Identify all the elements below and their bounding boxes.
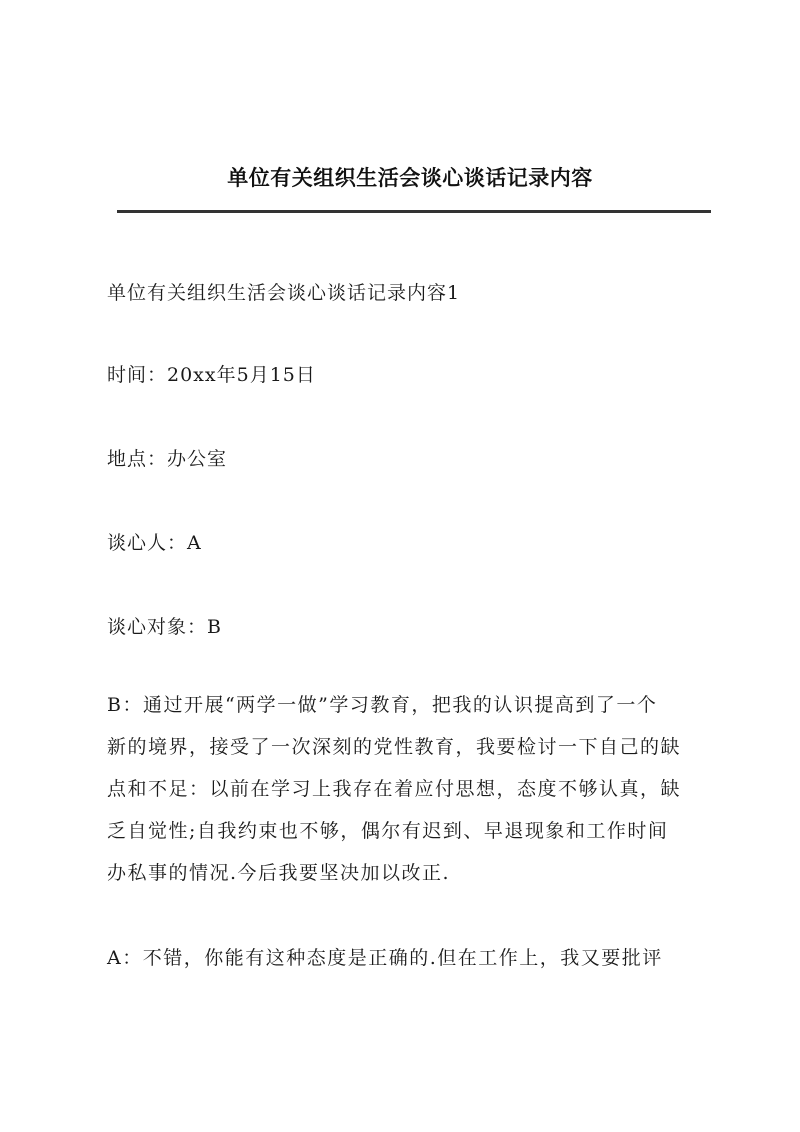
paragraph-b-line: 乏自觉性;自我约束也不够，偶尔有迟到、早退现象和工作时间 [107,820,669,842]
paragraph-b [107,684,707,894]
section-heading: 单位有关组织生活会谈心谈话记录内容1 [107,282,461,304]
meeting-time: 时间：20xx年5月15日 [107,364,316,386]
paragraph-b-line: B：通过开展“两学一做”学习教育，把我的认识提高到了一个 [107,694,658,716]
paragraph-a [107,937,707,979]
paragraph-b-line: 点和不足：以前在学习上我存在着应付思想，态度不够认真，缺 [107,778,682,800]
paragraph-b-line: 办私事的情况.今后我要坚决加以改正. [107,862,451,884]
paragraph-a-line: A：不错，你能有这种态度是正确的.但在工作上，我又要批评 [107,947,663,969]
speaker-line: 谈心人：A [107,532,202,554]
title-divider [117,210,711,213]
target-line: 谈心对象：B [107,616,222,638]
document-title: 单位有关组织生活会谈心谈话记录内容 [227,166,593,190]
paragraph-b-line: 新的境界，接受了一次深刻的党性教育，我要检讨一下自己的缺 [107,736,682,758]
meeting-place: 地点：办公室 [107,448,228,470]
